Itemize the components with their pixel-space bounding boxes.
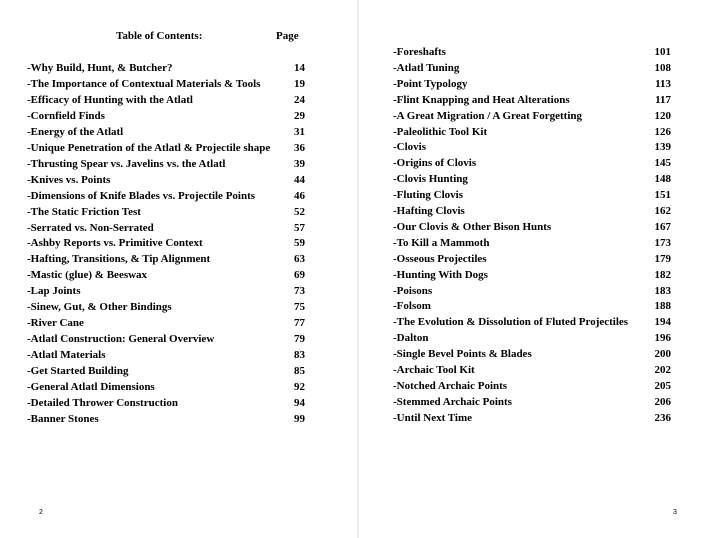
- toc-entry-page: 108: [654, 61, 671, 74]
- toc-entry: [27, 173, 305, 188]
- toc-entry-title: -Thrusting Spear vs. Javelins vs. the Atlatl: [27, 157, 226, 170]
- toc-entry-page: 99: [294, 412, 305, 425]
- toc-entry-page: 44: [294, 173, 305, 186]
- toc-entry-page: 57: [294, 221, 305, 234]
- toc-entry: [27, 125, 305, 140]
- toc-entry-title: -Detailed Thrower Construction: [27, 396, 178, 409]
- toc-entry-title: -Flint Knapping and Heat Alterations: [393, 93, 570, 106]
- toc-entry-page: 31: [294, 125, 305, 138]
- toc-entry-title: -Dalton: [393, 332, 429, 345]
- toc-entry: [27, 364, 305, 379]
- toc-entry-page: 151: [654, 189, 671, 202]
- toc-entry-title: -Get Started Building: [27, 365, 129, 378]
- toc-entry-page: 148: [654, 173, 671, 186]
- toc-entry-title: -The Importance of Contextual Materials & Tools: [27, 77, 261, 90]
- toc-entry: [393, 347, 671, 362]
- toc-entry: [27, 221, 305, 236]
- toc-entry-page: 126: [654, 125, 671, 138]
- toc-entry-title: -Foreshafts: [393, 46, 446, 58]
- toc-entry-page: 188: [654, 300, 671, 313]
- toc-entry-title: -Our Clovis & Other Bison Hunts: [393, 220, 552, 233]
- toc-entry: [27, 93, 305, 108]
- toc-entry-title: -Knives vs. Points: [27, 173, 111, 186]
- toc-entry-title: -Stemmed Archaic Points: [393, 395, 512, 408]
- toc-entry-page: 83: [294, 349, 305, 362]
- toc-entry-title: -Why Build, Hunt, & Butcher?: [27, 62, 173, 74]
- toc-entry-page: 14: [294, 62, 305, 74]
- toc-entry: [393, 204, 671, 219]
- toc-entry: [27, 252, 305, 267]
- toc-entry-title: -Single Bevel Points & Blades: [393, 348, 532, 361]
- toc-page-column-header: Page: [276, 30, 299, 42]
- toc-entry: [393, 140, 671, 155]
- toc-entry: [27, 189, 305, 204]
- toc-entry: [393, 188, 671, 203]
- toc-entry: [27, 284, 305, 299]
- toc-entry-title: -Osseous Projectiles: [393, 252, 487, 265]
- toc-entry-page: 206: [654, 395, 671, 408]
- toc-entry: [27, 380, 305, 395]
- toc-entry: [393, 61, 671, 76]
- toc-entry-title: -Poisons: [393, 284, 433, 297]
- toc-entry-title: -Sinew, Gut, & Other Bindings: [27, 301, 172, 314]
- toc-entry-title: -Dimensions of Knife Blades vs. Projectile Points: [27, 189, 256, 202]
- toc-entry: [393, 299, 671, 314]
- toc-entry-page: 173: [654, 236, 671, 249]
- toc-entry-title: -Clovis: [393, 141, 426, 154]
- toc-entry: [393, 284, 671, 299]
- toc-entry-title: -River Cane: [27, 317, 84, 330]
- toc-entry: [393, 268, 671, 283]
- toc-entry: [27, 141, 305, 156]
- toc-entry: [393, 156, 671, 171]
- toc-entry-title: -Notched Archaic Points: [393, 379, 508, 392]
- toc-entry: [393, 252, 671, 267]
- toc-entry-page: 94: [294, 396, 305, 409]
- toc-entry-page: 145: [654, 157, 671, 170]
- toc-entry: [393, 315, 671, 330]
- toc-entry-title: -Hunting With Dogs: [393, 268, 488, 281]
- toc-entry-page: 205: [654, 379, 671, 392]
- toc-entry: [27, 316, 305, 331]
- page-number-left: 2: [39, 509, 43, 516]
- toc-entry: [27, 300, 305, 315]
- toc-entry: [27, 396, 305, 411]
- toc-entry: [27, 61, 305, 76]
- toc-entry: [27, 268, 305, 283]
- toc-entry: [393, 172, 671, 187]
- toc-entry-title: -Banner Stones: [27, 412, 99, 425]
- toc-entry: [393, 125, 671, 140]
- toc-entry-page: 24: [294, 93, 305, 106]
- toc-entry-title: -Mastic (glue) & Beeswax: [27, 269, 148, 282]
- toc-entry: [393, 411, 671, 426]
- toc-entry-title: -Archaic Tool Kit: [393, 364, 475, 376]
- toc-entry-page: 101: [654, 46, 671, 58]
- toc-entry-page: 73: [294, 285, 305, 298]
- toc-entry-title: -Lap Joints: [27, 285, 81, 298]
- toc-entry-page: 182: [654, 268, 671, 281]
- toc-entry: [393, 109, 671, 124]
- toc-entry-page: 202: [654, 364, 671, 376]
- toc-entry-page: 162: [654, 205, 671, 217]
- toc-entry: [27, 348, 305, 363]
- toc-entry-page: 139: [654, 141, 671, 154]
- left-page: [0, 0, 357, 538]
- toc-entry-page: 79: [294, 333, 305, 346]
- toc-entry-page: 63: [294, 253, 305, 266]
- toc-entry-title: -Atlatl Construction: General Overview: [27, 333, 215, 346]
- toc-entry-title: -Hafting, Transitions, & Tip Alignment: [27, 253, 211, 266]
- toc-entry-page: 52: [294, 205, 305, 218]
- toc-entry-page: 120: [654, 109, 671, 122]
- toc-entry-page: 179: [654, 252, 671, 265]
- toc-entry-title: -Until Next Time: [393, 411, 473, 424]
- toc-entry-page: 39: [294, 157, 305, 170]
- toc-entry-title: -Ashby Reports vs. Primitive Context: [27, 237, 203, 250]
- toc-entry-page: 117: [655, 93, 671, 106]
- toc-entry-title: -Clovis Hunting: [393, 173, 468, 186]
- toc-entry-page: 19: [294, 77, 305, 90]
- toc-entry-page: 167: [654, 220, 671, 233]
- toc-entry-title: -Folsom: [393, 300, 431, 313]
- toc-entry-title: -Atlatl Materials: [27, 349, 106, 362]
- toc-entry-page: 194: [654, 316, 671, 329]
- toc-entry-page: 29: [294, 109, 305, 122]
- toc-title: Table of Contents:: [116, 30, 203, 42]
- page-number-right: 3: [673, 509, 677, 516]
- toc-entry: [27, 157, 305, 172]
- toc-entry-title: -Fluting Clovis: [393, 189, 463, 202]
- toc-entry: [27, 109, 305, 124]
- toc-entry-title: -General Atlatl Dimensions: [27, 381, 155, 393]
- toc-entry-page: 59: [294, 237, 305, 250]
- toc-entry: [393, 45, 671, 60]
- toc-entry-title: -Origins of Clovis: [393, 157, 477, 170]
- toc-entry-page: 183: [654, 284, 671, 297]
- toc-entry-page: 77: [294, 317, 305, 330]
- toc-entry-title: -Hafting Clovis: [393, 205, 465, 217]
- toc-entry-page: 200: [654, 348, 671, 361]
- toc-entry-title: -Atlatl Tuning: [393, 61, 460, 74]
- toc-entry-page: 75: [294, 301, 305, 314]
- toc-entry: [27, 412, 305, 427]
- toc-entry-title: -The Static Friction Test: [27, 205, 141, 218]
- toc-entry: [393, 395, 671, 410]
- toc-entry-title: -Serrated vs. Non-Serrated: [27, 221, 154, 234]
- toc-entry-page: 69: [294, 269, 305, 282]
- toc-entry-title: -Paleolithic Tool Kit: [393, 125, 488, 138]
- toc-entry-title: -Energy of the Atlatl: [27, 125, 124, 138]
- toc-entry: [393, 77, 671, 92]
- right-page: [359, 0, 715, 538]
- toc-entry-title: -Unique Penetration of the Atlatl & Projectile shape: [27, 141, 271, 154]
- toc-entry: [393, 379, 671, 394]
- toc-entry: [27, 205, 305, 220]
- toc-entry-title: -Efficacy of Hunting with the Atlatl: [27, 93, 193, 106]
- toc-entry-page: 36: [294, 141, 305, 154]
- toc-entry-title: -The Evolution & Dissolution of Fluted Projectiles: [393, 316, 629, 329]
- toc-entry: [27, 236, 305, 251]
- toc-entry-page: 113: [655, 77, 671, 90]
- toc-entry-title: -To Kill a Mammoth: [393, 236, 490, 249]
- toc-entry-page: 196: [654, 332, 671, 345]
- toc-entry: [393, 93, 671, 108]
- toc-entry-page: 46: [294, 189, 305, 202]
- toc-entry: [27, 332, 305, 347]
- toc-entry-page: 92: [294, 381, 305, 393]
- toc-entry-page: 236: [654, 411, 671, 424]
- toc-entry-page: 85: [294, 365, 305, 378]
- toc-entry: [27, 77, 305, 92]
- toc-entry: [393, 236, 671, 251]
- toc-entry-title: -Cornfield Finds: [27, 109, 105, 122]
- toc-entry: [393, 331, 671, 346]
- toc-entry-title: -Point Typology: [393, 77, 468, 90]
- toc-entry: [393, 363, 671, 378]
- toc-entry-title: -A Great Migration / A Great Forgetting: [393, 109, 582, 122]
- toc-entry: [393, 220, 671, 235]
